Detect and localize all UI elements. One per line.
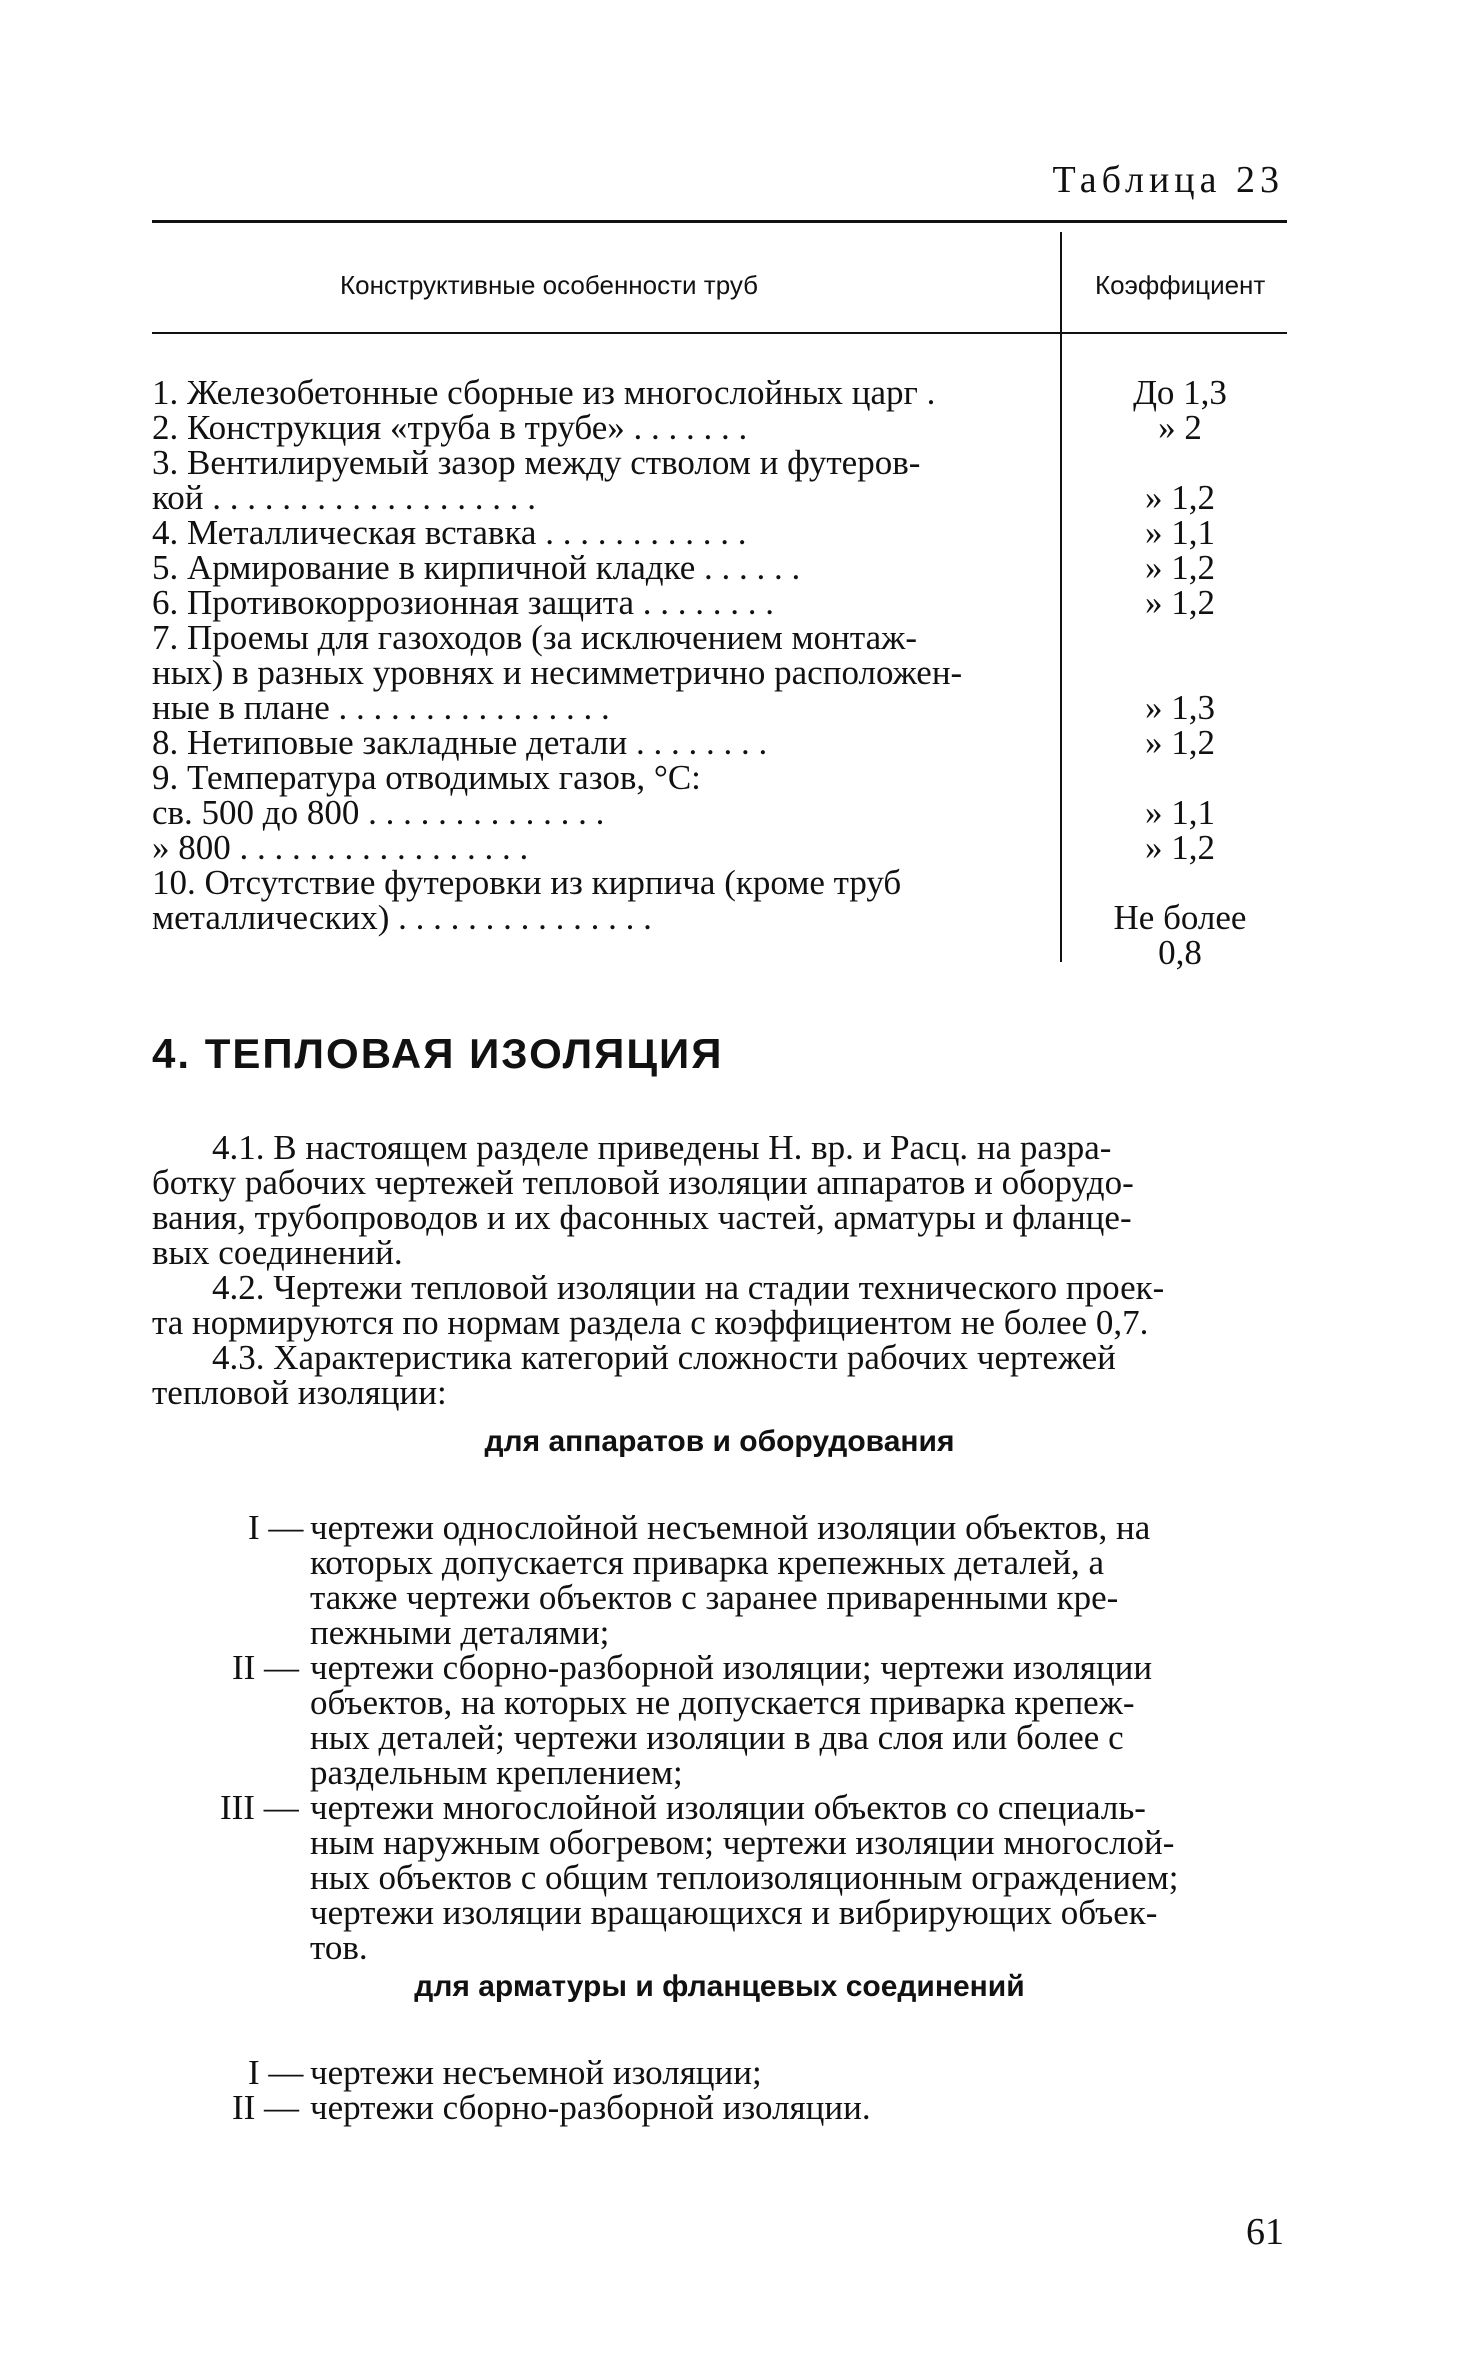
category-text-line: тов. <box>310 1928 368 1967</box>
table-header-features: Конструктивные особенности труб <box>340 270 759 300</box>
category-text-line: ным наружным обогревом; чертежи изоляции многослой- <box>310 1823 1175 1862</box>
category-label: I — <box>248 2053 304 2092</box>
table-row-text: св. 500 до 800 . . . . . . . . . . . . . . <box>152 793 605 832</box>
table-row-text: 1. Железобетонные сборные из многослойных царг . <box>152 373 936 412</box>
subheading-fittings: для арматуры и фланцевых соединений <box>414 1970 1025 2003</box>
table-row-coefficient: » 1,2 <box>1145 583 1215 622</box>
category-text-line: чертежи многослойной изоляции объектов со специаль- <box>310 1788 1146 1827</box>
table-row-text: 10. Отсутствие футеровки из кирпича (кроме труб <box>152 863 902 902</box>
category-text-line: ных деталей; чертежи изоляции в два слоя или более с <box>310 1718 1124 1757</box>
table-row-coefficient: » 1,2 <box>1145 478 1215 517</box>
paragraph-line: тепловой изоляции: <box>152 1373 447 1412</box>
subheading-equipment: для аппаратов и оборудования <box>484 1425 955 1458</box>
table-row-coefficient: Не более 0,8 <box>1113 898 1247 972</box>
section-title: 4. ТЕПЛОВАЯ ИЗОЛЯЦИЯ <box>152 1030 724 1077</box>
table-row-coefficient: » 1,1 <box>1145 513 1215 552</box>
category-text-line: чертежи однослойной несъемной изоляции объектов, на <box>310 1508 1151 1547</box>
paragraph-line: 4.3. Характеристика категорий сложности рабочих чертежей <box>212 1338 1116 1377</box>
category-label: III — <box>220 1788 299 1827</box>
paragraph-line: вых соединений. <box>152 1233 403 1272</box>
table-row-coefficient: » 1,2 <box>1145 723 1215 762</box>
table-row-text: 8. Нетиповые закладные детали . . . . . . . . <box>152 723 768 762</box>
table-row-text: 7. Проемы для газоходов (за исключением монтаж- <box>152 618 917 657</box>
table-row-text: ные в плане . . . . . . . . . . . . . . . . <box>152 688 610 727</box>
table-column-divider <box>1060 232 1062 962</box>
category-text-line: также чертежи объектов с заранее приваренными кре- <box>310 1578 1119 1617</box>
category-text-line: пежными деталями; <box>310 1613 610 1652</box>
category-text-line: чертежи сборно-разборной изоляции. <box>310 2088 871 2127</box>
table-caption: Таблица 23 <box>1052 159 1284 201</box>
table-row-text: 4. Металлическая вставка . . . . . . . . . . . . <box>152 513 747 552</box>
table-row-text: 2. Конструкция «труба в трубе» . . . . . . . <box>152 408 748 447</box>
table-row-text: 5. Армирование в кирпичной кладке . . . . . . <box>152 548 801 587</box>
table-row-text: кой . . . . . . . . . . . . . . . . . . . <box>152 478 536 517</box>
paragraph-line: та нормируются по нормам раздела с коэффициентом не более 0,7. <box>152 1303 1149 1342</box>
table-header-rule <box>152 332 1287 334</box>
table-top-rule <box>152 220 1287 223</box>
paragraph-4-2 <box>152 1270 1287 1340</box>
table-row-coefficient: » 1,2 <box>1145 548 1215 587</box>
table-row-coefficient: » 1,3 <box>1145 688 1215 727</box>
category-text-line: чертежи изоляции вращающихся и вибрирующих объек- <box>310 1893 1158 1932</box>
table-row-text: ных) в разных уровнях и несимметрично расположен- <box>152 653 963 692</box>
table-row-text: металлических) . . . . . . . . . . . . . . . <box>152 898 652 937</box>
page-number: 61 <box>1246 2211 1284 2253</box>
category-text-line: чертежи сборно-разборной изоляции; чертежи изоляции <box>310 1648 1153 1687</box>
category-text-line: раздельным креплением; <box>310 1753 683 1792</box>
category-label: II — <box>232 2088 300 2127</box>
paragraph-line: ботку рабочих чертежей тепловой изоляции аппаратов и оборудо- <box>152 1163 1134 1202</box>
table-row-text: » 800 . . . . . . . . . . . . . . . . . <box>152 828 529 867</box>
table-row-coefficient: » 1,1 <box>1145 793 1215 832</box>
paragraph-4-1 <box>152 1130 1287 1270</box>
paragraph-line: вания, трубопроводов и их фасонных частей, арматуры и фланце- <box>152 1198 1132 1237</box>
table-row-text: 9. Температура отводимых газов, °С: <box>152 758 701 797</box>
table-header-coefficient: Коэффициент <box>1095 270 1266 300</box>
table-row-text: 6. Противокоррозионная защита . . . . . . . . <box>152 583 775 622</box>
table-row-coefficient: » 2 <box>1158 408 1202 447</box>
category-text-line: чертежи несъемной изоляции; <box>310 2053 762 2092</box>
table-row-text: 3. Вентилируемый зазор между стволом и футеров- <box>152 443 921 482</box>
paragraph-4-3 <box>152 1340 1287 1410</box>
paragraph-line: 4.2. Чертежи тепловой изоляции на стадии технического проек- <box>212 1268 1165 1307</box>
category-label: I — <box>248 1508 304 1547</box>
paragraph-line: 4.1. В настоящем разделе приведены Н. вр. и Расц. на разра- <box>212 1128 1112 1167</box>
category-text-line: которых допускается приварка крепежных деталей, а <box>310 1543 1105 1582</box>
table-row-coefficient: До 1,3 <box>1133 373 1227 412</box>
category-text-line: ных объектов с общим теплоизоляционным ограждением; <box>310 1858 1179 1897</box>
table-row-coefficient: » 1,2 <box>1145 828 1215 867</box>
category-label: II — <box>232 1648 300 1687</box>
category-text-line: объектов, на которых не допускается приварка крепеж- <box>310 1683 1135 1722</box>
